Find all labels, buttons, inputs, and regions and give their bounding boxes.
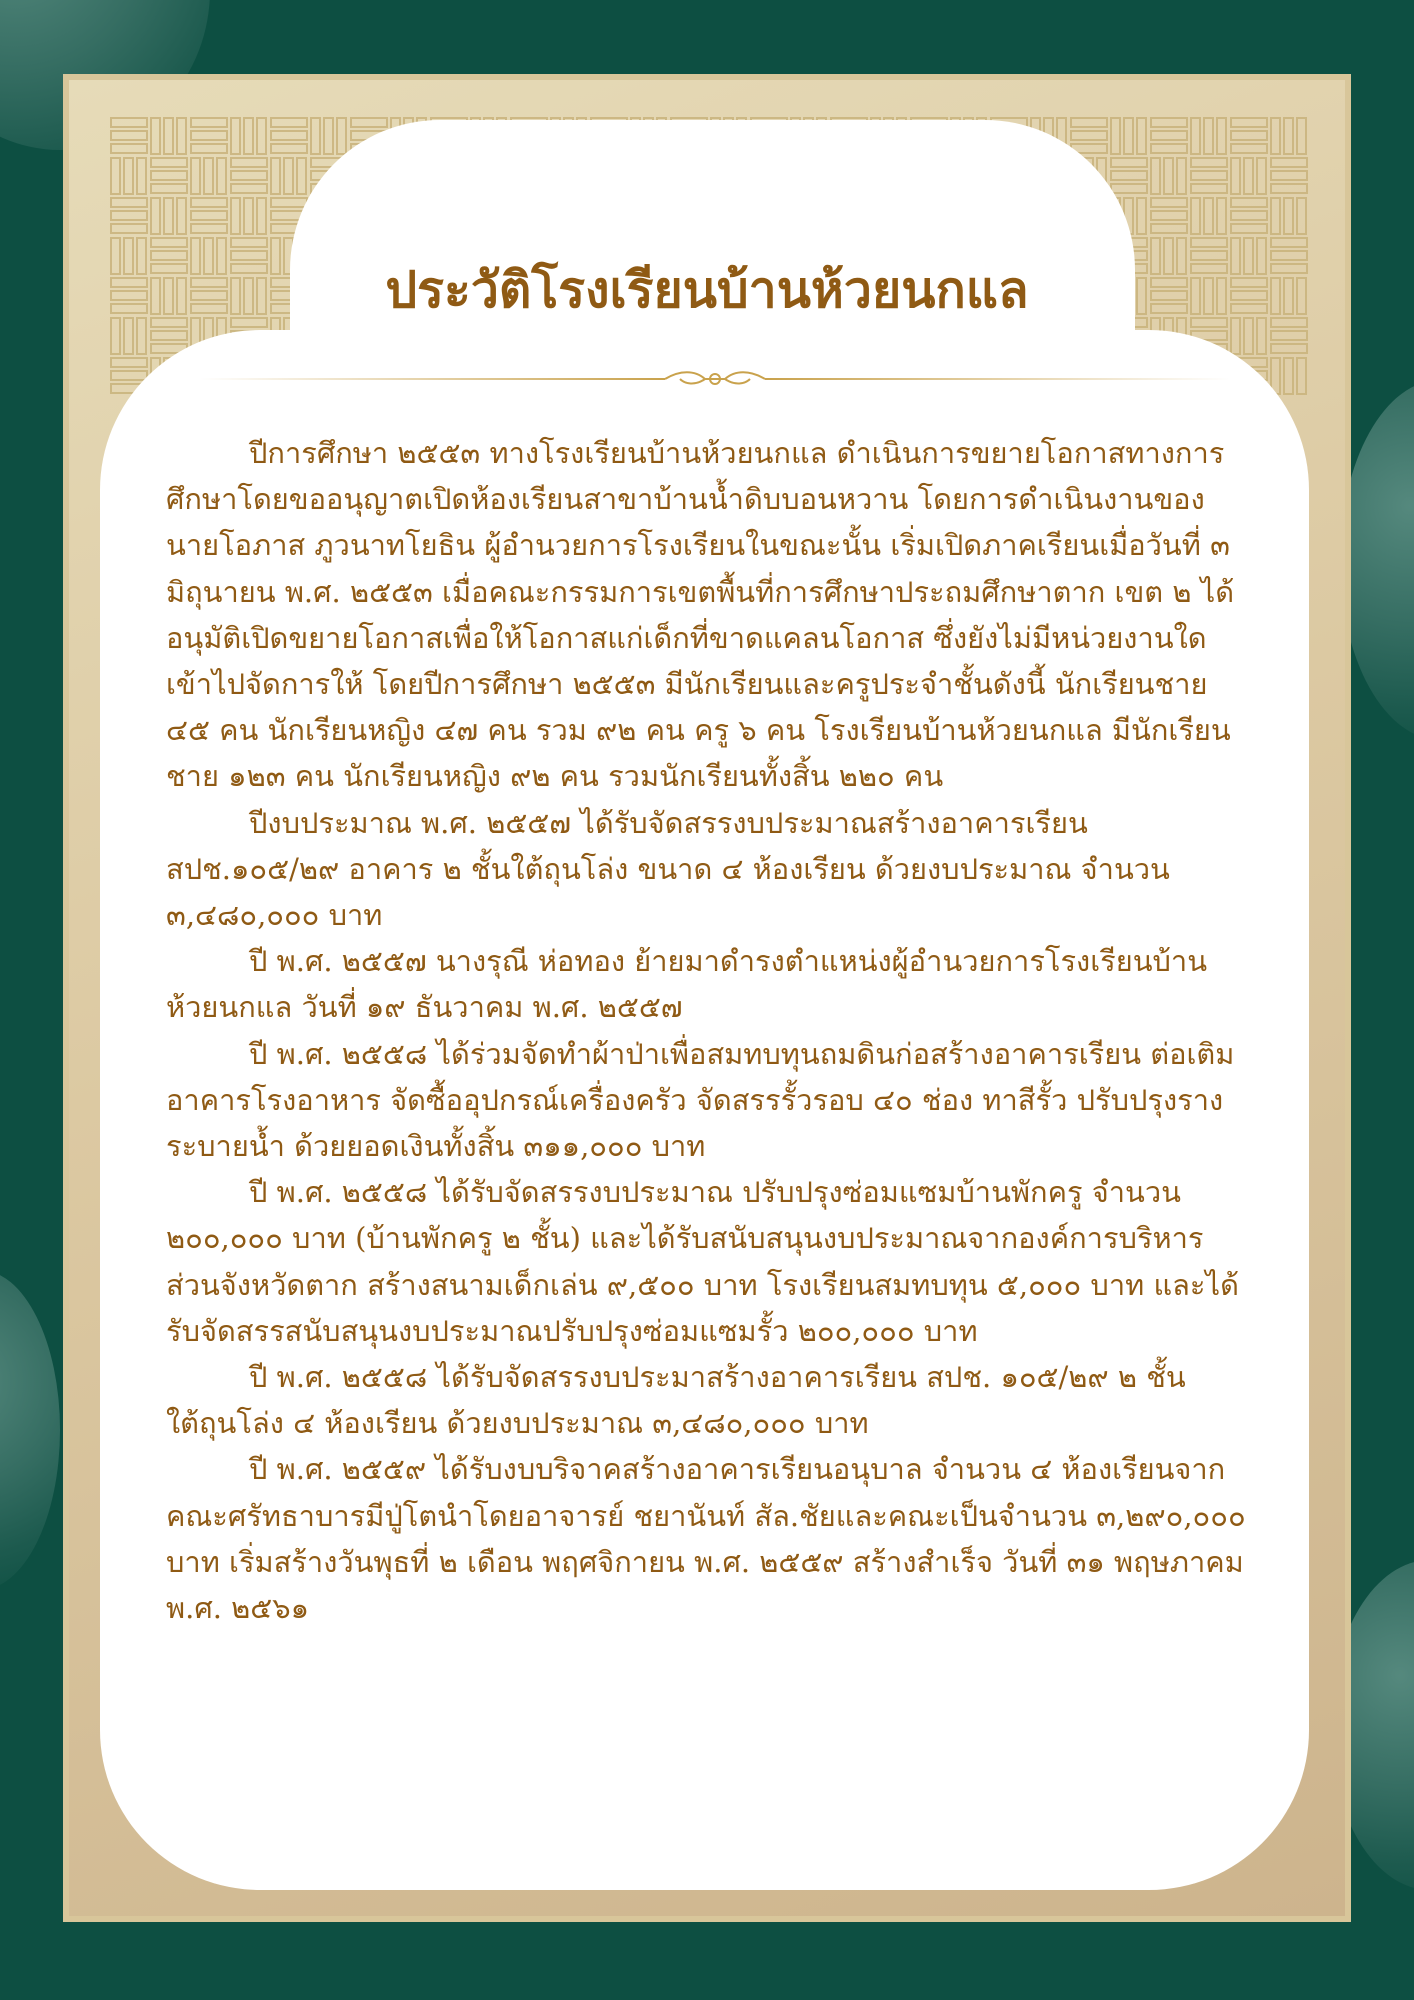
paragraph-2553: ปีการศึกษา ๒๕๕๓ ทางโรงเรียนบ้านห้วยนกแล ดำเนินการขยายโอกาสทางการศึกษาโดยขออนุญาตเปิดห้องเรียนสาขาบ้านน้ำดิบบอนหวาน โดยการดำเนินงานของนายโอภาส ภูวนาทโยธิน ผู้อำนวยการโรงเรียนในขณะนั้น เริ่มเปิดภาคเรียนเมื่อวันที่ ๓ มิถุนายน พ.ศ. ๒๕๕๓ เมื่อคณะกรรมการเขตพื้นที่การศึกษาประถมศึกษาตาก เขต ๒ ได้อนุมัติเปิดขยายโอกาสเพื่อให้โอกาสแก่เด็กที่ขาดแคลนโอกาส ซึ่งยังไม่มีหน่วยงานใดเข้าไปจัดการให้ โดยปีการศึกษา ๒๕๕๓ มีนักเรียนและครูประจำชั้นดังนี้ นักเรียนชาย ๔๕ คน นักเรียนหญิง ๔๗ คน รวม ๙๒ คน ครู ๖ คน โรงเรียนบ้านห้วยนกแล มีนักเรียนชาย ๑๒๓ คน นักเรียนหญิง ๙๒ คน รวมนักเรียนทั้งสิ้น ๒๒๐ คน — [166, 436, 1235, 794]
paragraph-2558-repair: ปี พ.ศ. ๒๕๕๘ ได้รับจัดสรรงบประมาณ ปรับปรุงซ่อมแซมบ้านพักครู จำนวน ๒๐๐,๐๐๐ บาท (บ้านพักครู ๒ ชั้น) และได้รับสนับสนุนงบประมาณจากองค์การบริหารส่วนจังหวัดตาก สร้างสนามเด็กเล่น ๙,๕๐๐ บาท โรงเรียนสมทบทุน ๕,๐๐๐ บาท และได้รับจัดสรรสนับสนุนงบประมาณปรับปรุงซ่อมแซมรั้ว ๒๐๐,๐๐๐ บาท — [166, 1175, 1239, 1348]
paragraph-2558-fundraise: ปี พ.ศ. ๒๕๕๘ ได้ร่วมจัดทำผ้าป่าเพื่อสมทบทุนถมดินก่อสร้างอาคารเรียน ต่อเติมอาคารโรงอาหาร จัดซื้ออุปกรณ์เครื่องครัว จัดสรรรั้วรอบ ๔๐ ช่อง ทาสีรั้ว ปรับปรุงรางระบายน้ำ ด้วยยอดเงินทั้งสิ้น ๓๑๑,๐๐๐ บาท — [166, 1036, 1235, 1164]
paragraph-director-2557: ปี พ.ศ. ๒๕๕๗ นางรุณี ห่อทอง ย้ายมาดำรงตำแหน่งผู้อำนวยการโรงเรียนบ้านห้วยนกแล วันที่ ๑๙ ธันวาคม พ.ศ. ๒๕๕๗ — [166, 944, 1208, 1025]
decorative-blob-right-upper — [1340, 380, 1414, 740]
ornament-divider — [200, 366, 1230, 392]
paragraph-2558-building: ปี พ.ศ. ๒๕๕๘ ได้รับจัดสรรงบประมาสร้างอาคารเรียน สปช. ๑๐๕/๒๙ ๒ ชั้นใต้ถุนโล่ง ๔ ห้องเรียน ด้วยงบประมาณ ๓,๔๘๐,๐๐๐ บาท — [166, 1360, 1186, 1441]
paragraph-budget-2557: ปีงบประมาณ พ.ศ. ๒๕๕๗ ได้รับจัดสรรงบประมาณสร้างอาคารเรียน สปช.๑๐๕/๒๙ อาคาร ๒ ชั้นใต้ถุนโล่ง ขนาด ๔ ห้องเรียน ด้วยงบประมาณ จำนวน ๓,๔๘๐,๐๐๐ บาท — [166, 805, 1170, 933]
paragraph-2559-kindergarten: ปี พ.ศ. ๒๕๕๙ ได้รับงบบริจาคสร้างอาคารเรียนอนุบาล จำนวน ๔ ห้องเรียนจากคณะศรัทธาบารมีปู่โตนำโดยอาจารย์ ชยานันท์ สัล.ชัยและคณะเป็นจำนวน ๓,๒๙๐,๐๐๐ บาท เริ่มสร้างวันพุธที่ ๒ เดือน พฤศจิกายน พ.ศ. ๒๕๕๙ สร้างสำเร็จ วันที่ ๓๑ พฤษภาคม พ.ศ. ๒๕๖๑ — [166, 1452, 1246, 1626]
history-text — [166, 430, 1256, 1631]
decorative-blob-left — [0, 1270, 60, 1590]
page-title: ประวัติโรงเรียนบ้านห้วยนกแล — [385, 260, 1029, 319]
